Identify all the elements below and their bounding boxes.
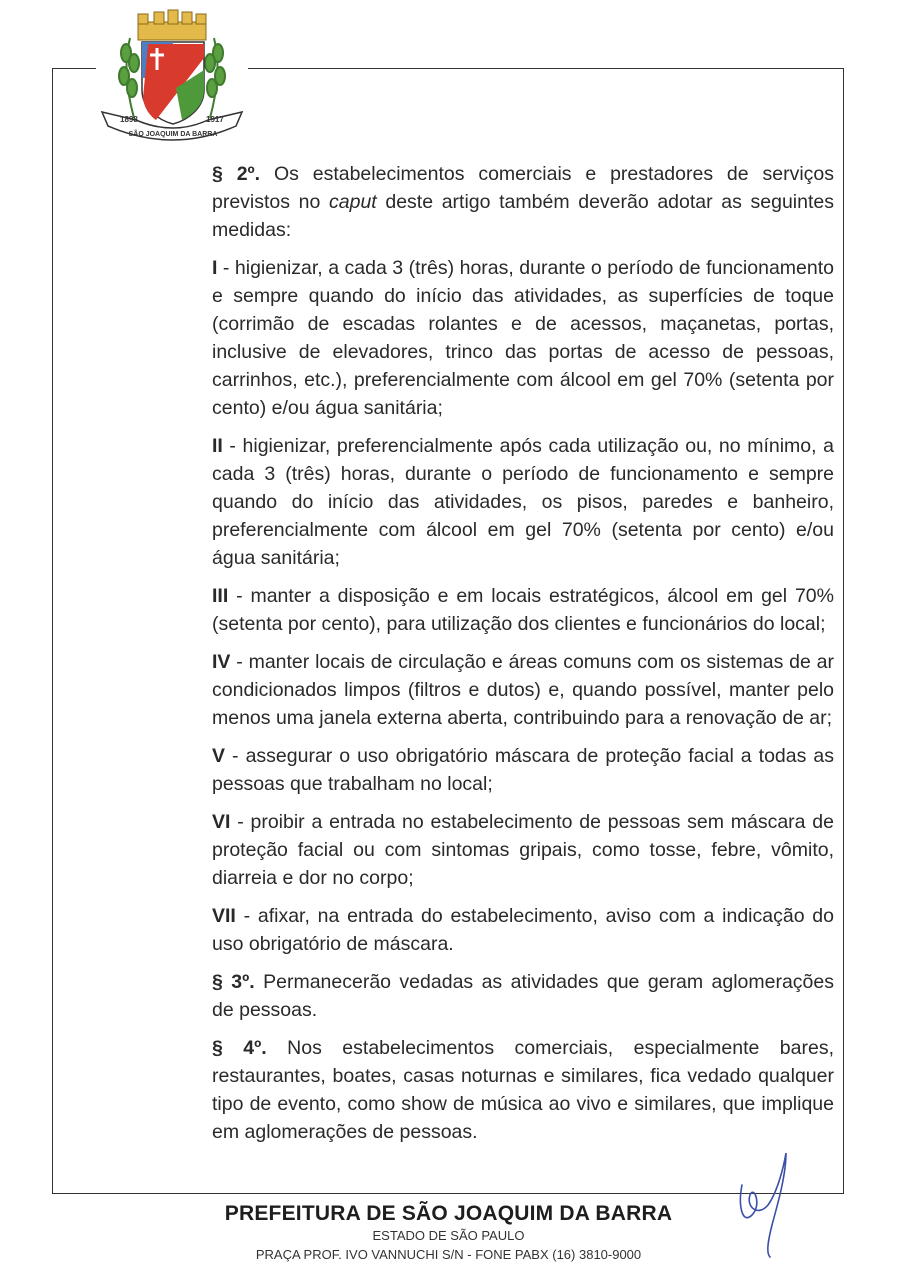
paragraph-3	[212, 968, 834, 1024]
item-lead: I	[212, 257, 218, 279]
item-lead: II	[212, 435, 223, 457]
item-III	[212, 582, 834, 638]
item-text: - manter locais de circulação e áreas comuns com os sistemas de ar condicionados limpos (filtros e dutos) e, quando possível, manter pelo menos uma janela externa aberta, contribuindo para a renovação de ar;	[212, 651, 834, 729]
svg-text:1898: 1898	[120, 115, 138, 124]
item-text: - higienizar, a cada 3 (três) horas, durante o período de funcionamento e sempre quando do início das atividades, as superfícies de toque (corrimão de escadas rolantes e de acessos, maçanetas, portas, inclusive de elevadores, trinco das portas de acesso de pessoas, carrinhos, etc.), preferencialmente com álcool em gel 70% (setenta por cento) e/ou água sanitária;	[212, 257, 834, 419]
item-lead: VI	[212, 811, 231, 833]
item-text: - afixar, na entrada do estabelecimento, aviso com a indicação do uso obrigatório de máscara.	[212, 905, 834, 955]
footer-institution-name: PREFEITURA DE SÃO JOAQUIM DA BARRA	[224, 1202, 673, 1225]
paragraph-2-lead: § 2º.	[212, 163, 261, 185]
item-IV	[212, 648, 834, 732]
item-lead: IV	[212, 651, 231, 673]
paragraph-2	[212, 160, 834, 244]
item-lead: VII	[212, 905, 236, 927]
paragraph-4-lead: § 4º.	[212, 1037, 267, 1059]
paragraph-3-lead: § 3º.	[212, 971, 255, 993]
coat-of-arms-icon	[96, 8, 248, 150]
paragraph-3-text: Permanecerão vedadas as atividades que geram aglomerações de pessoas.	[212, 971, 834, 1021]
footer-address: PRAÇA PROF. IVO VANNUCHI S/N - FONE PABX (16) 3810-9000	[255, 1247, 642, 1262]
item-II	[212, 432, 834, 572]
footer-state: ESTADO DE SÃO PAULO	[372, 1228, 525, 1243]
paragraph-4	[212, 1034, 834, 1146]
item-I	[212, 254, 834, 422]
svg-text:1917: 1917	[206, 115, 224, 124]
item-lead: V	[212, 745, 226, 767]
paragraph-2-text-b: deste artigo também deverão adotar as seguintes medidas:	[212, 191, 834, 241]
paragraph-2-text-a: Os estabelecimentos comerciais e prestadores de serviços previstos no	[212, 163, 834, 213]
item-text: - higienizar, preferencialmente após cada utilização ou, no mínimo, a cada 3 (três) horas, durante o período de funcionamento e sempre quando do início das atividades, os pisos, paredes e banheiro, preferencialmente com álcool em gel 70% (setenta por cento) e/ou água sanitária;	[212, 435, 834, 569]
caput-word: caput	[329, 191, 377, 213]
paragraph-4-text: Nos estabelecimentos comerciais, especialmente bares, restaurantes, boates, casas noturnas e similares, fica vedado qualquer tipo de evento, como show de música ao vivo e similares, que implique em aglomerações de pessoas.	[212, 1037, 834, 1143]
city-coat-of-arms	[96, 8, 248, 150]
item-VII	[212, 902, 834, 958]
document-body	[212, 160, 834, 1156]
item-text: - assegurar o uso obrigatório máscara de proteção facial a todas as pessoas que trabalham no local;	[212, 745, 834, 795]
item-V	[212, 742, 834, 798]
svg-text:SÃO JOAQUIM DA BARRA: SÃO JOAQUIM DA BARRA	[128, 131, 218, 138]
item-text: - manter a disposição e em locais estratégicos, álcool em gel 70% (setenta por cento), para utilização dos clientes e funcionários do local;	[212, 585, 834, 635]
item-VI	[212, 808, 834, 892]
item-text: - proibir a entrada no estabelecimento de pessoas sem máscara de proteção facial ou com sintomas gripais, como tosse, febre, vômito, diarreia e dor no corpo;	[212, 811, 834, 889]
item-lead: III	[212, 585, 229, 607]
